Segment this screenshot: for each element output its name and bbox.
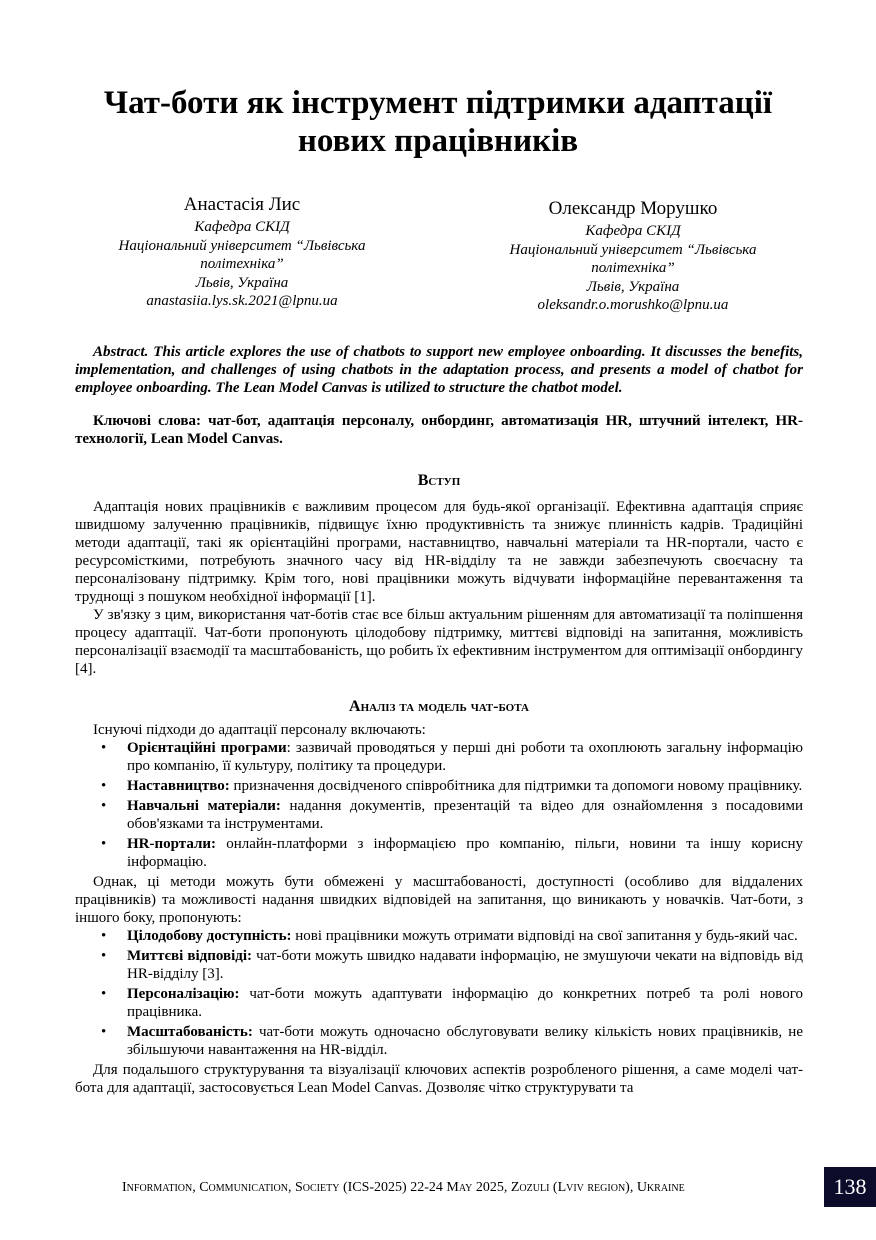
author-email: anastasiia.lys.sk.2021@lpnu.ua — [146, 293, 338, 309]
list-term: Цілодобову доступність: — [127, 928, 292, 944]
author-block — [493, 197, 773, 315]
list-term: Персоналізацію: — [127, 986, 240, 1002]
list-item — [127, 927, 803, 945]
list-text: нові працівники можуть отримати відповіді на свої запитання у будь-який час. — [291, 928, 798, 944]
list-term: Навчальні матеріали: — [127, 798, 281, 814]
list-text: призначення досвідченого співробітника для підтримки та допомоги новому працівнику. — [229, 778, 803, 794]
author-univ: політехніка” — [200, 256, 284, 272]
body — [75, 472, 803, 1097]
list-text: чат-боти можуть швидко надавати інформацію, не змушуючи чекати на відповідь від HR-відділу [3]. — [127, 948, 803, 982]
list-term: Миттєві відповіді: — [127, 948, 253, 964]
section-heading: Аналіз та модель чат-бота — [349, 698, 529, 715]
list-item — [127, 947, 803, 983]
bullet-list — [75, 927, 803, 1059]
abstract: Abstract. This article explores the use of chatbots to support new employee onboarding. It discusses the benefits, implementation, and challenges of using chatbots in the adaptation process, and presents a model of chatbot for employee onboarding. The Lean Model Canvas is utilized to structure the chatbot model. — [75, 344, 803, 396]
paper-title: Чат-боти як інструмент підтримки адаптації нових працівників — [103, 85, 773, 159]
list-term: Наставництво: — [127, 778, 230, 794]
author-block — [102, 193, 382, 311]
author-city: Львів, Україна — [586, 278, 680, 295]
footer: Information, Communication, Society (ICS-2025) 22-24 May 2025, Zozuli (Lviv region), Ukraine — [122, 1180, 685, 1195]
list-item — [127, 797, 803, 833]
author-dept: Кафедра СКІД — [585, 223, 681, 239]
paragraph: Адаптація нових працівників є важливим процесом для будь-якої організації. Ефективна адаптація сприяє швидшому залученню працівників, підвищує їхню продуктивність та знижує плинність кадрів. Традиційні методи адаптації, такі як орієнтаційні програми, наставництво, навчальні матеріали та HR-портали, часто є ресурсомісткими, потребують значного часу від HR-відділу та не завжди забезпечують своєчасну та персоналізовану підтримку. Крім того, нові працівники можуть відчувати інформаційне перевантаження та труднощі з пошуком необхідної інформації [1]. — [75, 499, 803, 605]
list-text: чат-боти можуть адаптувати інформацію до конкретних потреб та ролі нового працівника. — [127, 986, 803, 1020]
list-item — [127, 739, 803, 775]
author-dept: Кафедра СКІД — [194, 219, 290, 235]
paragraph: Існуючі підходи до адаптації персоналу включають: — [93, 722, 426, 738]
page-number: 138 — [824, 1167, 876, 1207]
author-univ: Національний університет “Львівська — [118, 237, 366, 254]
paragraph: Для подальшого структурування та візуалізації ключових аспектів розробленого рішення, а саме моделі чат-бота для адаптації, застосовується Lean Model Canvas. Дозволяє чітко структурувати та — [75, 1062, 803, 1096]
list-text: : зазвичай проводяться у перші дні роботи та охоплюють загальну інформацію про компанію, її культуру, політику та процедури. — [127, 740, 803, 774]
author-univ: Національний університет “Львівська — [509, 241, 757, 258]
list-text: надання документів, презентацій та відео для ознайомлення з посадовими обов'язками та інструментами. — [127, 798, 803, 832]
list-item — [127, 1023, 803, 1059]
paragraph: У зв'язку з цим, використання чат-ботів стає все більш актуальним рішенням для автоматизації та поліпшення процесу адаптації. Чат-боти пропонують цілодобову підтримку, миттєві відповіді на запитання, можливість персоналізації взаємодії та масштабованість, що робить їх ефективним інструментом для оптимізації онбордингу [4]. — [75, 607, 803, 677]
list-item — [127, 835, 803, 871]
paragraph: Однак, ці методи можуть бути обмежені у масштабованості, доступності (особливо для віддалених працівників) та можливості надання швидких відповідей на запитання, що виникають у новачків. Чат-боти, з іншого боку, пропонують: — [75, 874, 803, 926]
author-email: oleksandr.o.morushko@lpnu.ua — [537, 297, 729, 313]
list-text: чат-боти можуть одночасно обслуговувати велику кількість нових працівників, не збільшуючи навантаження на HR-відділ. — [127, 1024, 803, 1058]
list-item — [127, 777, 803, 795]
list-term: Масштабованість: — [127, 1024, 253, 1040]
list-text: онлайн-платформи з інформацією про компанію, пільги, новини та іншу корисну інформацію. — [127, 836, 803, 870]
author-univ: політехніка” — [591, 260, 675, 276]
author-city: Львів, Україна — [195, 274, 289, 291]
section-heading: Вступ — [417, 472, 461, 489]
list-item — [127, 985, 803, 1021]
list-term: HR-портали: — [127, 836, 217, 852]
author-name: Олександр Морушко — [548, 198, 718, 219]
list-term: Орієнтаційні програми — [127, 740, 287, 756]
bullet-list — [75, 739, 803, 871]
keywords: Ключові слова: чат-бот, адаптація персоналу, онбординг, автоматизація HR, штучний інтелект, HR-технології, Lean Model Canvas. — [75, 413, 803, 447]
author-name: Анастасія Лис — [183, 194, 301, 215]
